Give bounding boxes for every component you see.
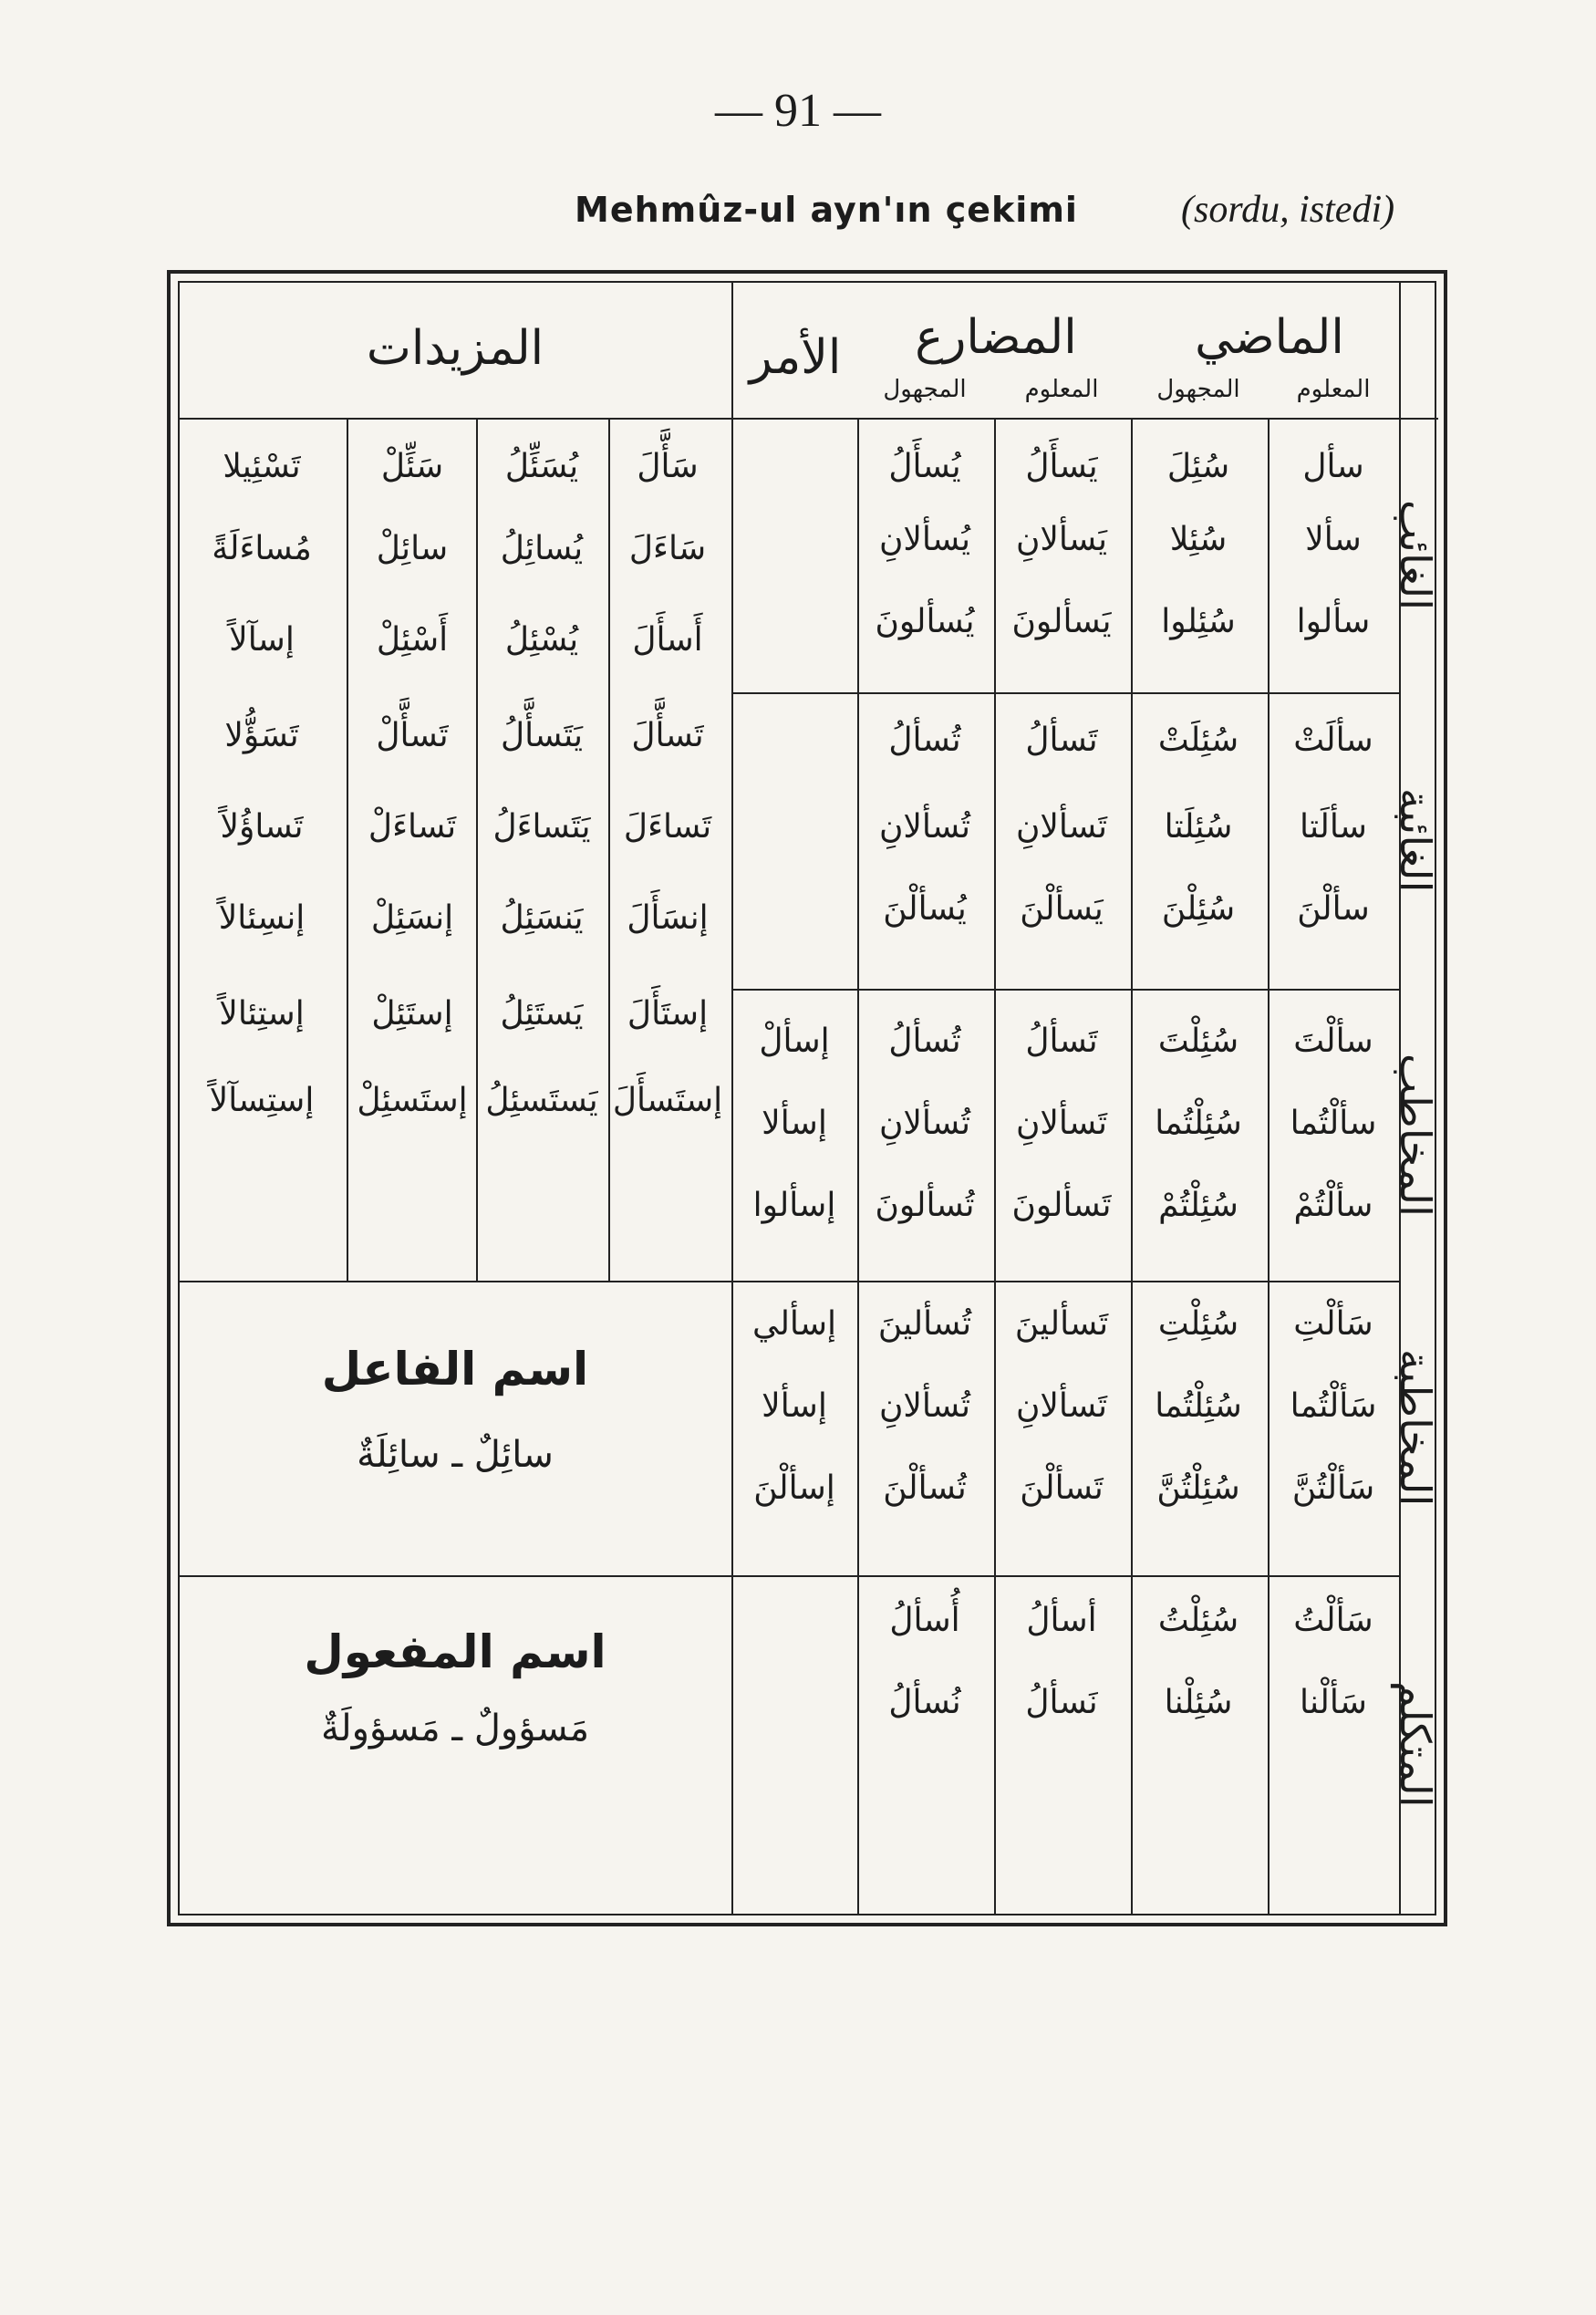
page-subtitle: Mehmûz-ul ayn'ın çekimi	[575, 190, 1078, 230]
conjugation-cell: نَسألُ	[1025, 1684, 1098, 1721]
mazid-cell: سَئِّلْ	[380, 448, 444, 485]
conjugation-cell: إسألا	[762, 1105, 827, 1142]
mazid-cell: يَتَسأَّلُ	[500, 717, 584, 754]
conjugation-cell: سَألْنا	[1300, 1684, 1367, 1721]
divider-column	[1131, 418, 1133, 1914]
conjugation-cell: سألْتُما	[1290, 1105, 1377, 1142]
conjugation-cell: تُسألُ	[888, 721, 961, 759]
conjugation-cell: تَسألانِ	[1015, 1387, 1108, 1425]
conjugation-cell: إسألوا	[752, 1187, 836, 1224]
mazid-cell: مُساءَلَةً	[212, 530, 312, 567]
section-label: المخاطبة	[1391, 1349, 1440, 1507]
conjugation-cell: تَسألْنَ	[1020, 1469, 1104, 1507]
conjugation-cell: سُئِلْتُنَّ	[1156, 1469, 1240, 1507]
divider-section	[180, 1575, 1399, 1577]
conjugation-cell: سَألْتُ	[1293, 1602, 1373, 1639]
conjugation-table	[167, 270, 1447, 1926]
mazid-cell: تَساؤُلاً	[220, 808, 304, 846]
conjugation-cell: سُئِلَ	[1166, 448, 1230, 485]
conjugation-cell: تُسألانِ	[878, 808, 971, 846]
conjugation-cell: يُسألونَ	[875, 603, 975, 640]
header-madi: الماضي	[1195, 310, 1344, 365]
header-madi-maalum: المعلوم	[1296, 376, 1371, 403]
conjugation-cell: سُئِلْتُما	[1155, 1387, 1242, 1425]
mazid-cell: إستَأَلَ	[627, 995, 709, 1033]
mazid-cell: أَسأَلَ	[632, 621, 703, 659]
conjugation-cell: سألا	[1305, 521, 1362, 558]
conjugation-cell: يَسألونَ	[1011, 603, 1112, 640]
mazid-cell: يُسَئِّلُ	[504, 448, 579, 485]
conjugation-cell: سُئِلْتُمْ	[1158, 1187, 1238, 1224]
conjugation-cell: إسألي	[751, 1305, 837, 1343]
conjugation-cell: سُئِلَتْ	[1157, 721, 1239, 759]
ism-maful-forms: مَسؤولٌ ـ مَسؤولَةٌ	[320, 1708, 590, 1749]
conjugation-cell: سُئِلْتُما	[1155, 1105, 1242, 1142]
conjugation-cell: سَألْتُما	[1290, 1387, 1377, 1425]
ism-maful-title: اسم المفعول	[304, 1625, 606, 1678]
conjugation-cell: تُسألونَ	[875, 1187, 975, 1224]
section-label: الغائب	[1391, 500, 1440, 610]
page-subtitle-note: (sordu, istedi)	[1181, 189, 1395, 231]
conjugation-cell: تُسألانِ	[878, 1387, 971, 1425]
divider-section	[731, 692, 1399, 694]
conjugation-cell: سُئِلَتا	[1164, 808, 1233, 846]
conjugation-cell: تُسألانِ	[878, 1105, 971, 1142]
conjugation-cell: إسألا	[762, 1387, 827, 1425]
section-label: الغائبة	[1391, 788, 1440, 893]
mazid-cell: أَسْئِلْ	[376, 621, 449, 659]
mazid-cell: إستَسئِلْ	[357, 1082, 468, 1119]
conjugation-cell: أُسألُ	[889, 1602, 960, 1639]
mazid-cell: إستَسأَلَ	[612, 1082, 723, 1119]
conjugation-cell: سألَتا	[1300, 808, 1367, 846]
conjugation-cell: تُسألْنَ	[883, 1469, 967, 1507]
conjugation-cell: تَسألُ	[1025, 1023, 1098, 1060]
mazid-cell: إنسَئِلْ	[370, 899, 454, 937]
conjugation-cell: سألْتَ	[1293, 1023, 1373, 1060]
mazid-cell: إستِسآلاً	[209, 1082, 315, 1119]
mazid-cell: تَسْئِيلا	[223, 448, 301, 485]
mazid-cell: إستِئالاً	[219, 995, 305, 1033]
mazid-cell: سَاءَلَ	[628, 530, 707, 567]
conjugation-cell: سُئِلْنَ	[1161, 890, 1236, 928]
conjugation-cell: تُسألُ	[888, 1023, 961, 1060]
divider-section	[731, 989, 1399, 991]
divider-column	[857, 418, 859, 1914]
mazid-cell: يُسائِلُ	[500, 530, 584, 567]
mazid-cell: يَتَساءَلُ	[492, 808, 591, 846]
mazid-cell: إنسَأَلَ	[627, 899, 709, 937]
conjugation-cell: سألَتْ	[1293, 721, 1373, 759]
conjugation-cell: تَسألانِ	[1015, 1105, 1108, 1142]
conjugation-cell: سألوا	[1296, 603, 1371, 640]
conjugation-cell: سُئِلْتُ	[1157, 1602, 1239, 1639]
mazid-cell: تَساءَلْ	[368, 808, 457, 846]
section-label: المخاطب	[1391, 1053, 1440, 1217]
page-number: — 91 —	[715, 85, 881, 137]
table-inner	[178, 281, 1440, 1915]
conjugation-cell: سَألْتُنَّ	[1291, 1469, 1375, 1507]
mazid-cell: سائِلْ	[376, 530, 449, 567]
mazid-cell: إستَئِلْ	[371, 995, 453, 1033]
conjugation-cell: يُسألانِ	[878, 521, 971, 558]
divider-header	[180, 418, 1438, 420]
mazid-cell: يُسْئِلُ	[504, 621, 579, 659]
conjugation-cell: سُئِلْتَ	[1157, 1023, 1239, 1060]
conjugation-cell: تُسألينَ	[877, 1305, 972, 1343]
conjugation-cell: تَسألانِ	[1015, 808, 1108, 846]
conjugation-cell: يَسأَلُ	[1025, 448, 1098, 485]
conjugation-cell: أسألُ	[1026, 1602, 1097, 1639]
conjugation-cell: سألْتُمْ	[1293, 1187, 1373, 1224]
conjugation-cell: إسألْنَ	[753, 1469, 835, 1507]
conjugation-cell: يَسألْنَ	[1020, 890, 1104, 928]
header-mudari: المضارع	[915, 310, 1077, 365]
mazid-cell: تَسأَّلْ	[376, 717, 449, 754]
conjugation-cell: إسألْ	[759, 1023, 830, 1060]
mazid-cell: تَسَؤُّلا	[224, 717, 299, 754]
header-mudari-majhul: المجهول	[883, 376, 967, 403]
conjugation-cell: تَسألونَ	[1011, 1187, 1112, 1224]
conjugation-cell: سُئِلا	[1169, 521, 1228, 558]
mazid-cell: إسآلاً	[229, 621, 295, 659]
conjugation-cell: تَسألُ	[1025, 721, 1098, 759]
ism-fail-forms: سائِلٌ ـ سائِلَةٌ	[357, 1434, 554, 1476]
divider-section	[180, 1281, 1399, 1282]
conjugation-cell: تَسألينَ	[1014, 1305, 1109, 1343]
header-madi-majhul: المجهول	[1156, 376, 1240, 403]
section-label: المتكلم	[1391, 1681, 1440, 1808]
mazid-cell: يَستَسئِلُ	[485, 1082, 598, 1119]
conjugation-cell: يَسألانِ	[1015, 521, 1108, 558]
header-mazid: المزيدات	[366, 321, 544, 376]
mazid-cell: يَستَئِلُ	[500, 995, 584, 1033]
conjugation-cell: سُئِلْنا	[1164, 1684, 1233, 1721]
mazid-cell: سَأَّلَ	[637, 448, 699, 485]
conjugation-cell: سُئِلْتِ	[1157, 1305, 1239, 1343]
conjugation-cell: نُسألُ	[888, 1684, 961, 1721]
conjugation-cell: سُئِلوا	[1161, 603, 1236, 640]
ism-fail-title: اسم الفاعل	[321, 1343, 589, 1396]
divider-column	[994, 418, 996, 1914]
header-amr: الأمر	[749, 330, 842, 385]
mazid-cell: تَساءَلَ	[623, 808, 712, 846]
mazid-cell: إنسِئالاً	[218, 899, 306, 937]
header-mudari-maalum: المعلوم	[1024, 376, 1099, 403]
conjugation-cell: يُسأَلُ	[888, 448, 961, 485]
conjugation-cell: سألْنَ	[1297, 890, 1370, 928]
mazid-cell: يَنسَئِلُ	[500, 899, 584, 937]
mazid-cell: تَسأَّلَ	[631, 717, 704, 754]
conjugation-cell: سَألْتِ	[1293, 1305, 1373, 1343]
conjugation-cell: يُسألْنَ	[883, 890, 967, 928]
conjugation-cell: سأل	[1302, 448, 1364, 485]
